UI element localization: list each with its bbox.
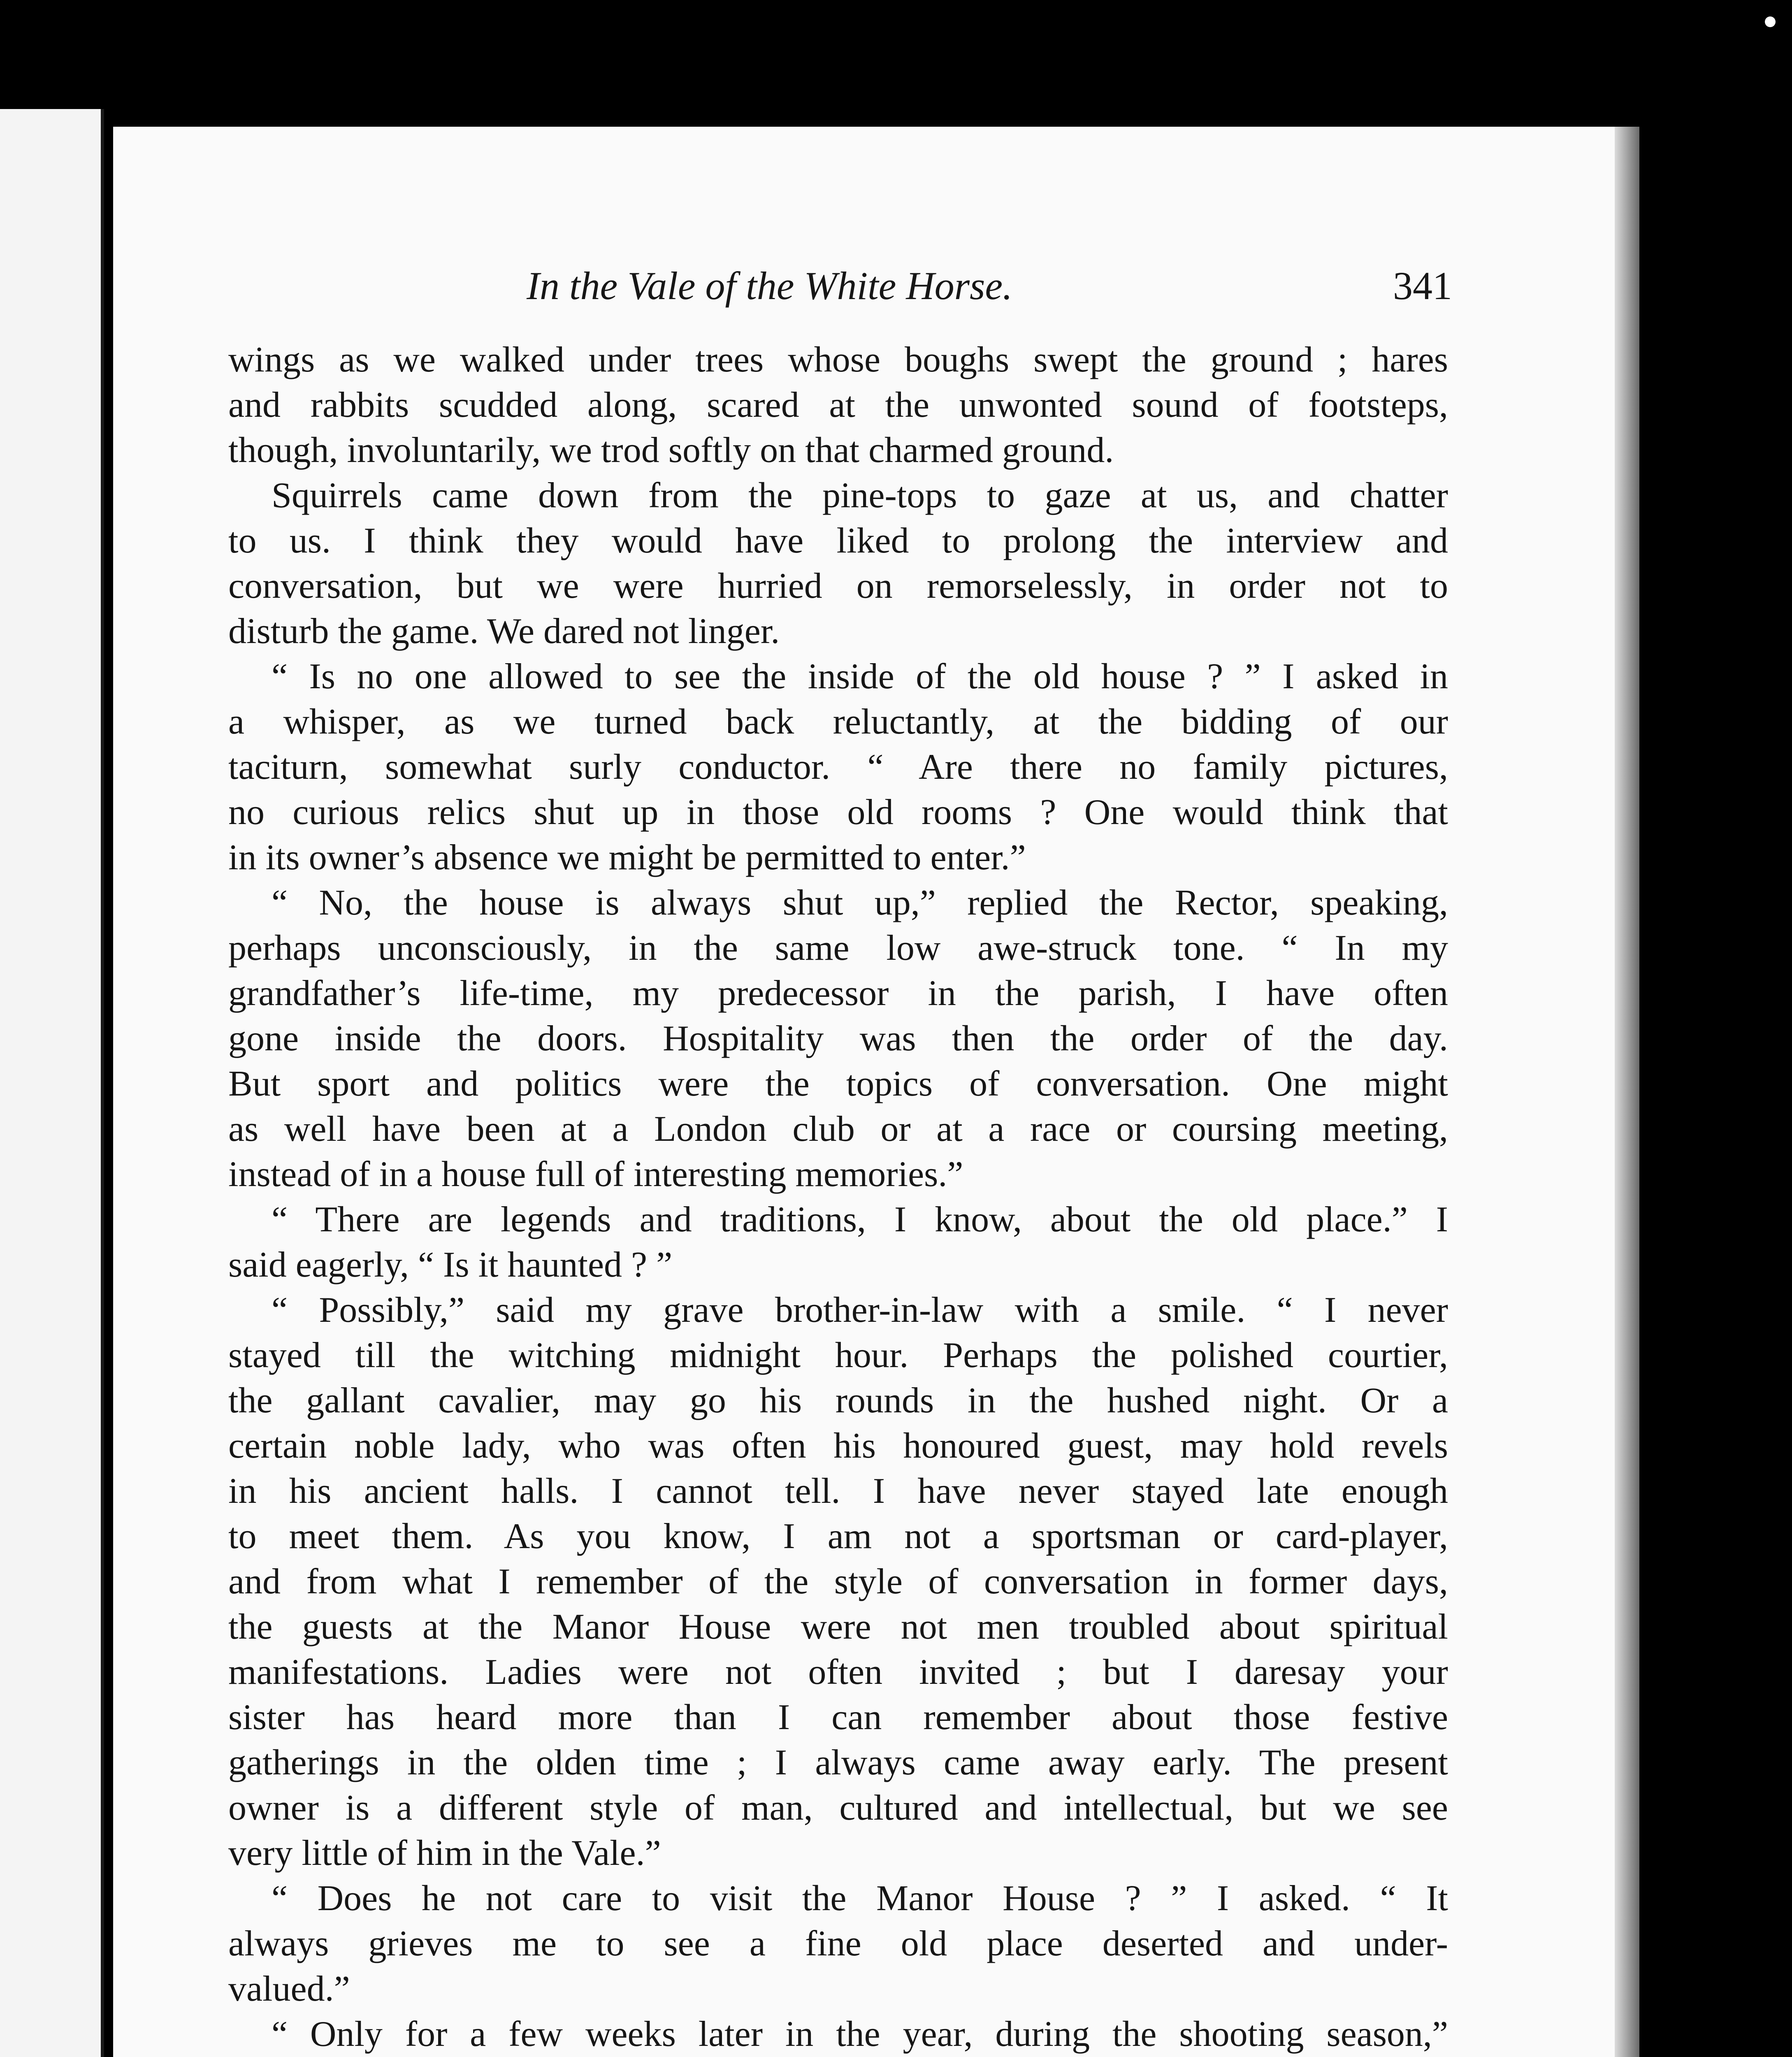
text-line: owner is a different style of man, cultured and intellectual, but we see: [228, 1788, 1448, 1828]
text-line: very little of him in the Vale.”: [228, 1833, 661, 1873]
page-number: 341: [1393, 264, 1452, 308]
page-edge-shadow: [1615, 127, 1639, 2057]
text-line: in his ancient halls. I cannot tell. I have never stayed late enough: [228, 1471, 1448, 1511]
text-line: manifestations. Ladies were not often invited ; but I daresay your: [228, 1652, 1448, 1692]
text-line: a whisper, as we turned back reluctantly, at the bidding of our: [228, 702, 1448, 742]
text-line: to meet them. As you know, I am not a sportsman or card-player,: [228, 1516, 1448, 1556]
body-text: [228, 337, 1448, 2057]
text-line: Squirrels came down from the pine-tops to gaze at us, and chatter: [272, 476, 1448, 515]
text-line: to us. I think they would have liked to prolong the interview and: [228, 521, 1448, 561]
text-line: as well have been at a London club or at a race or coursing meeting,: [228, 1109, 1448, 1149]
corner-dot-mark: [1765, 16, 1776, 27]
text-line: taciturn, somewhat surly conductor. “ Are there no family pictures,: [228, 747, 1448, 787]
facing-page-edge: [0, 109, 104, 2057]
page-header: [527, 255, 1452, 317]
text-line: conversation, but we were hurried on remorselessly, in order not to: [228, 566, 1448, 606]
text-line: wings as we walked under trees whose boughs swept the ground ; hares: [228, 340, 1448, 380]
text-line: But sport and politics were the topics of conversation. One might: [228, 1064, 1448, 1104]
text-line: grandfather’s life-time, my predecessor in the parish, I have often: [228, 973, 1448, 1013]
text-line: and from what I remember of the style of conversation in former days,: [228, 1562, 1448, 1602]
text-line: the gallant cavalier, may go his rounds in the hushed night. Or a: [228, 1381, 1448, 1421]
text-line: perhaps unconsciously, in the same low awe-struck tone. “ In my: [228, 928, 1448, 968]
text-line: “ No, the house is always shut up,” replied the Rector, speaking,: [272, 883, 1448, 923]
text-line: and rabbits scudded along, scared at the unwonted sound of footsteps,: [228, 385, 1448, 425]
text-line: valued.”: [228, 1969, 350, 2009]
text-line: though, involuntarily, we trod softly on that charmed ground.: [228, 430, 1114, 470]
text-line: sister has heard more than I can remember about those festive: [228, 1697, 1448, 1737]
text-line: the guests at the Manor House were not men troubled about spiritual: [228, 1607, 1448, 1647]
text-line: “ Is no one allowed to see the inside of the old house ? ” I asked in: [272, 657, 1448, 697]
text-line: instead of in a house full of interesting memories.”: [228, 1154, 963, 1194]
text-line: certain noble lady, who was often his honoured guest, may hold revels: [228, 1426, 1448, 1466]
text-line: always grieves me to see a fine old place deserted and under-: [228, 1924, 1448, 1964]
text-line: “ Does he not care to visit the Manor House ? ” I asked. “ It: [272, 1878, 1448, 1918]
text-line: “ Only for a few weeks later in the year, during the shooting season,”: [272, 2014, 1448, 2054]
text-line: disturb the game. We dared not linger.: [228, 611, 780, 651]
text-line: “ There are legends and traditions, I know, about the old place.” I: [272, 1200, 1448, 1240]
text-line: in its owner’s absence we might be permitted to enter.”: [228, 838, 1026, 878]
text-line: gone inside the doors. Hospitality was then the order of the day.: [228, 1019, 1448, 1059]
text-line: “ Possibly,” said my grave brother-in-law with a smile. “ I never: [272, 1290, 1448, 1330]
text-line: no curious relics shut up in those old rooms ? One would think that: [228, 792, 1448, 832]
text-line: gatherings in the olden time ; I always came away early. The present: [228, 1743, 1448, 1783]
text-line: said eagerly, “ Is it haunted ? ”: [228, 1245, 673, 1285]
text-line: stayed till the witching midnight hour. Perhaps the polished courtier,: [228, 1335, 1448, 1375]
running-head: In the Vale of the White Horse.: [527, 264, 1013, 308]
